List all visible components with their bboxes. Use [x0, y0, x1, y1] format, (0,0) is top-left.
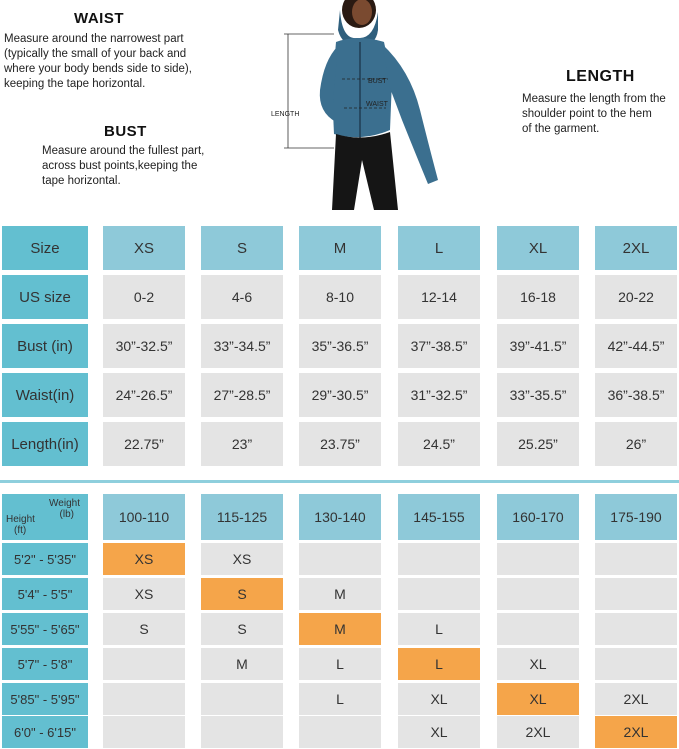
size-cell: 42”-44.5”: [595, 324, 677, 368]
size-cell: 29”-30.5”: [299, 373, 381, 417]
size-cell: 4-6: [201, 275, 283, 319]
bust-desc-line: Measure around the fullest part,: [42, 145, 205, 157]
size-cell: 22.75”: [103, 422, 185, 466]
recommended-size-cell: S: [201, 578, 283, 610]
size-header-m: M: [299, 226, 381, 270]
fit-cell: [595, 578, 677, 610]
size-row-label: Length(in): [2, 422, 88, 466]
fit-cell: [398, 578, 480, 610]
size-cell: 8-10: [299, 275, 381, 319]
model-face: [352, 0, 372, 25]
weight-header: 175-190: [595, 494, 677, 540]
size-cell: 12-14: [398, 275, 480, 319]
fit-cell: S: [201, 613, 283, 645]
figure-length-label: LENGTH: [271, 111, 300, 118]
fit-cell: XL: [398, 683, 480, 715]
recommended-size-cell: XL: [497, 683, 579, 715]
height-row-label: 5'2" - 5'35": [2, 543, 88, 575]
recommended-size-cell: L: [398, 648, 480, 680]
size-row-label: Waist(in): [2, 373, 88, 417]
size-header-s: S: [201, 226, 283, 270]
size-header-xl: XL: [497, 226, 579, 270]
weight-header: 115-125: [201, 494, 283, 540]
waist-title: WAIST: [74, 10, 124, 27]
fit-cell: [497, 613, 579, 645]
size-row-label: US size: [2, 275, 88, 319]
bust-title: BUST: [104, 123, 147, 140]
weight-header: 130-140: [299, 494, 381, 540]
size-cell: 37”-38.5”: [398, 324, 480, 368]
fit-cell: [201, 683, 283, 715]
size-header-l: L: [398, 226, 480, 270]
bust-desc-line: across bust points,keeping the: [42, 160, 198, 172]
height-row-label: 5'4" - 5'5": [2, 578, 88, 610]
waist-desc-line: Measure around the narrowest part: [4, 33, 184, 45]
size-cell: 33”-34.5”: [201, 324, 283, 368]
fit-cell: [595, 613, 677, 645]
fit-cell: [595, 543, 677, 575]
height-axis-label: Height: [6, 514, 35, 525]
size-cell: 31”-32.5”: [398, 373, 480, 417]
height-row-label: 6'0" - 6'15": [2, 716, 88, 748]
size-cell: 20-22: [595, 275, 677, 319]
size-header-2xl: 2XL: [595, 226, 677, 270]
fit-cell: [497, 578, 579, 610]
size-cell: 25.25”: [497, 422, 579, 466]
weight-header: 100-110: [103, 494, 185, 540]
size-cell: 24.5”: [398, 422, 480, 466]
fit-cell: M: [201, 648, 283, 680]
size-cell: 24”-26.5”: [103, 373, 185, 417]
fit-corner-header: [2, 494, 88, 540]
recommended-size-cell: 2XL: [595, 716, 677, 748]
size-cell: 30”-32.5”: [103, 324, 185, 368]
model-figure: [262, 0, 452, 210]
fit-cell: L: [398, 613, 480, 645]
height-row-label: 5'55" - 5'65": [2, 613, 88, 645]
size-cell: 26”: [595, 422, 677, 466]
fit-cell: [595, 648, 677, 680]
size-cell: 23.75”: [299, 422, 381, 466]
fit-cell: [103, 683, 185, 715]
fit-cell: M: [299, 578, 381, 610]
waist-desc-line: where your body bends side to side),: [4, 63, 192, 75]
recommended-size-cell: XS: [103, 543, 185, 575]
waist-desc-line: keeping the tape horizontal.: [4, 78, 146, 90]
height-row-label: 5'7" - 5'8": [2, 648, 88, 680]
bust-description: [42, 144, 242, 189]
fit-cell: [299, 543, 381, 575]
size-cell: 23”: [201, 422, 283, 466]
fit-cell: [497, 543, 579, 575]
size-header-xs: XS: [103, 226, 185, 270]
size-cell: 39”-41.5”: [497, 324, 579, 368]
weight-axis-label: Weight: [49, 498, 80, 509]
size-cell: 35”-36.5”: [299, 324, 381, 368]
recommended-size-cell: M: [299, 613, 381, 645]
height-unit-label: (ft): [14, 525, 27, 536]
weight-unit-label: (lb): [59, 509, 74, 520]
fit-cell: 2XL: [497, 716, 579, 748]
length-desc-line: Measure the length from the: [522, 93, 666, 105]
fit-cell: 2XL: [595, 683, 677, 715]
model-leggings: [332, 132, 398, 210]
fit-cell: [201, 716, 283, 748]
fit-cell: [103, 648, 185, 680]
size-cell: 33”-35.5”: [497, 373, 579, 417]
weight-header: 160-170: [497, 494, 579, 540]
size-cell: 0-2: [103, 275, 185, 319]
size-cell: 36”-38.5”: [595, 373, 677, 417]
size-header-label: Size: [2, 226, 88, 270]
section-divider: [0, 480, 679, 483]
size-cell: 16-18: [497, 275, 579, 319]
length-description: [522, 92, 679, 137]
waist-description: [4, 32, 224, 92]
fit-cell: [299, 716, 381, 748]
fit-cell: XL: [497, 648, 579, 680]
figure-waist-label: WAIST: [366, 101, 388, 108]
fit-cell: XS: [201, 543, 283, 575]
bust-desc-line: tape horizontal.: [42, 175, 121, 187]
size-row-label: Bust (in): [2, 324, 88, 368]
fit-cell: L: [299, 648, 381, 680]
model-jacket: [332, 38, 392, 137]
weight-header: 145-155: [398, 494, 480, 540]
fit-cell: L: [299, 683, 381, 715]
size-cell: 27”-28.5”: [201, 373, 283, 417]
fit-cell: S: [103, 613, 185, 645]
height-row-label: 5'85" - 5'95": [2, 683, 88, 715]
waist-desc-line: (typically the small of your back and: [4, 48, 187, 60]
length-desc-line: of the garment.: [522, 123, 600, 135]
figure-bust-label: BUST: [368, 78, 387, 85]
fit-cell: [103, 716, 185, 748]
length-title: LENGTH: [566, 68, 635, 85]
fit-cell: XL: [398, 716, 480, 748]
length-desc-line: shoulder point to the hem: [522, 108, 652, 120]
fit-cell: [398, 543, 480, 575]
fit-cell: XS: [103, 578, 185, 610]
